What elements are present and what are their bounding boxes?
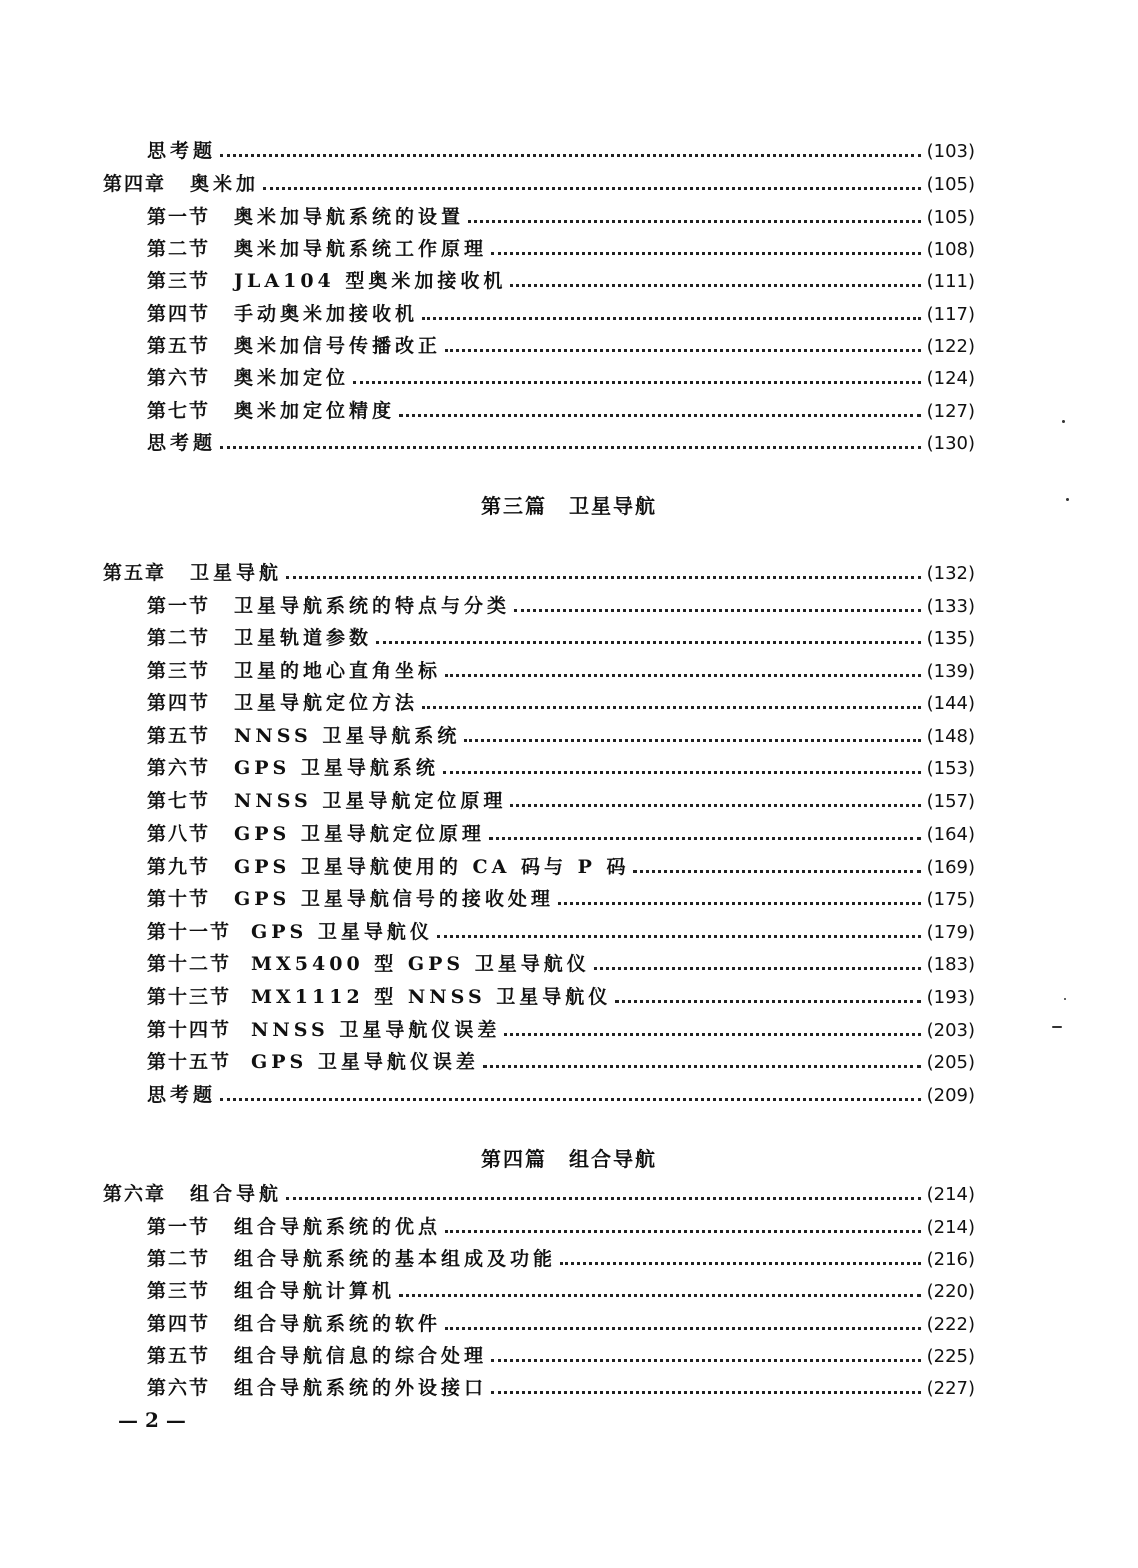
toc-section-row[interactable]: [0, 975, 975, 1007]
section-title: GPS 卫星导航使用的 CA 码与 P 码: [234, 856, 630, 878]
section-title: 卫星的地心直角坐标: [234, 660, 442, 682]
toc-chapter-row[interactable]: [0, 1172, 975, 1204]
section-title: 奥米加导航系统的设置: [234, 206, 465, 228]
toc-entry-label: [147, 759, 439, 778]
dot-leader: [263, 187, 921, 190]
chapter-number: 第五章: [103, 562, 167, 584]
page-reference: (222): [926, 1314, 975, 1335]
chapter-title: 卫星导航: [190, 562, 283, 584]
page-reference: (214): [926, 1217, 975, 1238]
page-reference: (175): [926, 889, 975, 910]
page-reference: (203): [926, 1020, 975, 1041]
section-title: GPS 卫星导航信号的接收处理: [234, 888, 554, 910]
page-reference: (157): [926, 791, 975, 812]
toc-section-row[interactable]: [0, 1269, 975, 1301]
toc-entry-label: [147, 208, 464, 227]
toc-entry-label: [147, 1053, 479, 1072]
dot-leader: [353, 381, 921, 384]
toc-entry-label: [147, 402, 395, 421]
section-title: JLA104 型奥米加接收机: [234, 270, 507, 292]
toc-section-row[interactable]: [0, 1302, 975, 1334]
dot-leader: [510, 284, 920, 287]
toc-entry-label: [147, 272, 506, 291]
section-title: 奥米加定位: [234, 367, 350, 389]
toc-section-row[interactable]: [0, 1334, 975, 1366]
page-reference: (169): [926, 857, 975, 878]
dot-leader: [437, 935, 921, 938]
toc-section-row[interactable]: [0, 746, 975, 778]
dot-leader: [443, 771, 921, 774]
page-reference: (133): [926, 596, 975, 617]
page-reference: (105): [926, 207, 975, 228]
dot-leader: [558, 902, 921, 905]
dot-leader: [445, 1230, 921, 1233]
section-title: 组合导航系统的优点: [234, 1216, 442, 1238]
section-title: 奥米加定位精度: [234, 400, 396, 422]
toc-section-row[interactable]: [0, 324, 975, 356]
toc-entry-label: [103, 1185, 282, 1204]
section-title: 思考题: [147, 1084, 217, 1106]
toc-section-row[interactable]: [0, 812, 975, 844]
section-number: 第十三节: [147, 986, 232, 1008]
toc-entry-label: [103, 564, 282, 583]
toc-section-row[interactable]: [0, 129, 975, 161]
toc-entry-label: [147, 1282, 395, 1301]
scan-speck: [1064, 998, 1066, 1000]
toc-entry-label: [147, 337, 441, 356]
dot-leader: [514, 609, 921, 612]
section-number: 第五节: [147, 725, 211, 747]
toc-entry-label: [147, 597, 510, 616]
section-number: 第一节: [147, 595, 211, 617]
section-title: GPS 卫星导航定位原理: [234, 823, 485, 845]
page-reference: (108): [926, 239, 975, 260]
section-number: 第三节: [147, 1280, 211, 1302]
toc-section-row[interactable]: [0, 616, 975, 648]
section-number: 第十二节: [147, 953, 232, 975]
page-reference: (117): [926, 304, 975, 325]
dot-leader: [220, 154, 921, 157]
section-number: 第五节: [147, 335, 211, 357]
section-number: 第十四节: [147, 1019, 232, 1041]
section-number: 第七节: [147, 400, 211, 422]
page-reference: (179): [926, 922, 975, 943]
page-reference: (127): [926, 401, 975, 422]
toc-entry-label: [147, 858, 629, 877]
page-reference: (148): [926, 726, 975, 747]
toc-section-row[interactable]: [0, 1237, 975, 1269]
toc-entry-label: [147, 1218, 441, 1237]
toc-entry-label: [147, 988, 611, 1007]
section-number: 第六节: [147, 1377, 211, 1399]
toc-section-row[interactable]: [0, 910, 975, 942]
dot-leader: [491, 1391, 921, 1394]
dot-leader: [483, 1065, 921, 1068]
page-reference: (225): [926, 1346, 975, 1367]
dot-leader: [491, 252, 921, 255]
page-reference: (193): [926, 987, 975, 1008]
toc-entry-label: [147, 1086, 216, 1105]
toc-entry-label: [147, 240, 487, 259]
section-title: 组合导航系统的基本组成及功能: [234, 1248, 557, 1270]
toc-section-row[interactable]: [0, 389, 975, 421]
toc-entry-label: [147, 727, 460, 746]
dot-leader: [220, 1098, 921, 1101]
page-reference: (220): [926, 1281, 975, 1302]
page-reference: (124): [926, 368, 975, 389]
section-number: 第六节: [147, 757, 211, 779]
toc-entry-label: [147, 369, 349, 388]
section-title: 奥米加导航系统工作原理: [234, 238, 488, 260]
dot-leader: [464, 739, 920, 742]
section-title: 组合导航系统的外设接口: [234, 1377, 488, 1399]
dot-leader: [615, 1000, 920, 1003]
toc-section-row[interactable]: [0, 1040, 975, 1072]
section-number: 第九节: [147, 856, 211, 878]
section-title: GPS 卫星导航仪: [251, 921, 433, 943]
toc-entry-label: [147, 923, 433, 942]
section-number: 第一节: [147, 1216, 211, 1238]
section-number: 第三节: [147, 270, 211, 292]
toc-entry-label: [147, 1347, 487, 1366]
toc-entry-label: [147, 434, 216, 453]
section-number: 第十节: [147, 888, 211, 910]
toc-section-row[interactable]: [0, 779, 975, 811]
section-title: NNSS 卫星导航仪误差: [251, 1019, 501, 1041]
chapter-title: 奥米加: [190, 173, 260, 195]
dot-leader: [376, 641, 921, 644]
section-title: 组合导航系统的软件: [234, 1313, 442, 1335]
dot-leader: [594, 967, 921, 970]
toc-chapter-row[interactable]: [0, 162, 975, 194]
section-title: 卫星导航定位方法: [234, 692, 419, 714]
section-number: 第二节: [147, 627, 211, 649]
section-number: 第四节: [147, 692, 211, 714]
page-reference: (139): [926, 661, 975, 682]
section-title: MX1112 型 NNSS 卫星导航仪: [251, 986, 612, 1008]
toc-entry-label: [147, 694, 418, 713]
toc-entry-label: [147, 142, 216, 161]
part-heading: [0, 490, 1138, 519]
dot-leader: [422, 706, 921, 709]
toc-chapter-row[interactable]: [0, 551, 975, 583]
page-number: — 2 —: [118, 1408, 186, 1432]
toc-entry-label: [147, 825, 485, 844]
dot-leader: [445, 1327, 921, 1330]
toc-entry-label: [147, 792, 506, 811]
toc-entry-label: [147, 629, 372, 648]
section-title: NNSS 卫星导航定位原理: [234, 790, 507, 812]
dot-leader: [445, 349, 921, 352]
dot-leader: [445, 674, 921, 677]
toc-section-row[interactable]: [0, 584, 975, 616]
toc-entry-label: [147, 890, 554, 909]
toc-section-row[interactable]: [0, 649, 975, 681]
section-title: 组合导航信息的综合处理: [234, 1345, 488, 1367]
dot-leader: [286, 1197, 921, 1200]
dot-leader: [510, 804, 920, 807]
toc-section-row[interactable]: [0, 195, 975, 227]
section-number: 第四节: [147, 303, 211, 325]
section-number: 第四节: [147, 1313, 211, 1335]
toc-section-row[interactable]: [0, 1205, 975, 1237]
section-number: 第八节: [147, 823, 211, 845]
section-title: 奥米加信号传播改正: [234, 335, 442, 357]
section-title: 组合导航计算机: [234, 1280, 396, 1302]
page-reference: (135): [926, 628, 975, 649]
dot-leader: [633, 870, 920, 873]
page-reference: (209): [926, 1085, 975, 1106]
toc-section-row[interactable]: [0, 1366, 975, 1398]
section-number: 第十五节: [147, 1051, 232, 1073]
section-number: 第五节: [147, 1345, 211, 1367]
dot-leader: [504, 1033, 920, 1036]
part-number: 第三篇: [481, 494, 547, 518]
page-reference: (183): [926, 954, 975, 975]
part-title: 卫星导航: [569, 494, 657, 518]
dot-leader: [491, 1359, 921, 1362]
section-title: 卫星导航系统的特点与分类: [234, 595, 511, 617]
chapter-number: 第六章: [103, 1183, 167, 1205]
section-title: 思考题: [147, 140, 217, 162]
section-number: 第二节: [147, 1248, 211, 1270]
scan-speck: [1066, 498, 1069, 501]
page-reference: (144): [926, 693, 975, 714]
page-reference: (103): [926, 141, 975, 162]
chapter-number: 第四章: [103, 173, 167, 195]
page-reference: (227): [926, 1378, 975, 1399]
toc-entry-label: [147, 305, 418, 324]
section-number: 第七节: [147, 790, 211, 812]
page-reference: (216): [926, 1249, 975, 1270]
dot-leader: [422, 317, 921, 320]
toc-entry-label: [103, 175, 259, 194]
toc-section-row[interactable]: [0, 259, 975, 291]
section-title: MX5400 型 GPS 卫星导航仪: [251, 953, 590, 975]
toc-section-row[interactable]: [0, 845, 975, 877]
page-reference: (164): [926, 824, 975, 845]
dot-leader: [399, 414, 921, 417]
toc-section-row[interactable]: [0, 714, 975, 746]
page-reference: (132): [926, 563, 975, 584]
toc-entry-label: [147, 1250, 556, 1269]
dot-leader: [286, 576, 921, 579]
dot-leader: [489, 837, 921, 840]
section-number: 第二节: [147, 238, 211, 260]
page-reference: (111): [926, 271, 975, 292]
dot-leader: [560, 1262, 921, 1265]
page-reference: (153): [926, 758, 975, 779]
part-title: 组合导航: [569, 1147, 657, 1171]
toc-entry-label: [147, 1315, 441, 1334]
scan-speck: [1052, 1026, 1062, 1028]
toc-section-row[interactable]: [0, 356, 975, 388]
toc-section-row[interactable]: [0, 942, 975, 974]
toc-section-row[interactable]: [0, 681, 975, 713]
section-title: 手动奥米加接收机: [234, 303, 419, 325]
section-number: 第三节: [147, 660, 211, 682]
page-reference: (122): [926, 336, 975, 357]
toc-section-row[interactable]: [0, 227, 975, 259]
section-title: 思考题: [147, 432, 217, 454]
section-number: 第十一节: [147, 921, 232, 943]
section-title: GPS 卫星导航仪误差: [251, 1051, 479, 1073]
page-reference: (214): [926, 1184, 975, 1205]
toc-entry-label: [147, 1021, 500, 1040]
toc-entry-label: [147, 662, 441, 681]
chapter-title: 组合导航: [190, 1183, 283, 1205]
dot-leader: [220, 446, 921, 449]
section-title: GPS 卫星导航系统: [234, 757, 439, 779]
page-reference: (105): [926, 174, 975, 195]
toc-section-row[interactable]: [0, 292, 975, 324]
section-number: 第一节: [147, 206, 211, 228]
part-number: 第四篇: [481, 1147, 547, 1171]
toc-entry-label: [147, 955, 590, 974]
page-reference: (205): [926, 1052, 975, 1073]
section-title: 卫星轨道参数: [234, 627, 373, 649]
toc-section-row[interactable]: [0, 1008, 975, 1040]
section-title: NNSS 卫星导航系统: [234, 725, 461, 747]
part-heading: [0, 1143, 1138, 1172]
dot-leader: [468, 220, 921, 223]
toc-section-row[interactable]: [0, 1073, 975, 1105]
toc-section-row[interactable]: [0, 877, 975, 909]
toc-entry-label: [147, 1379, 487, 1398]
page-reference: (130): [926, 433, 975, 454]
dot-leader: [399, 1294, 921, 1297]
toc-section-row[interactable]: [0, 421, 975, 453]
scan-speck: [1062, 420, 1065, 423]
section-number: 第六节: [147, 367, 211, 389]
